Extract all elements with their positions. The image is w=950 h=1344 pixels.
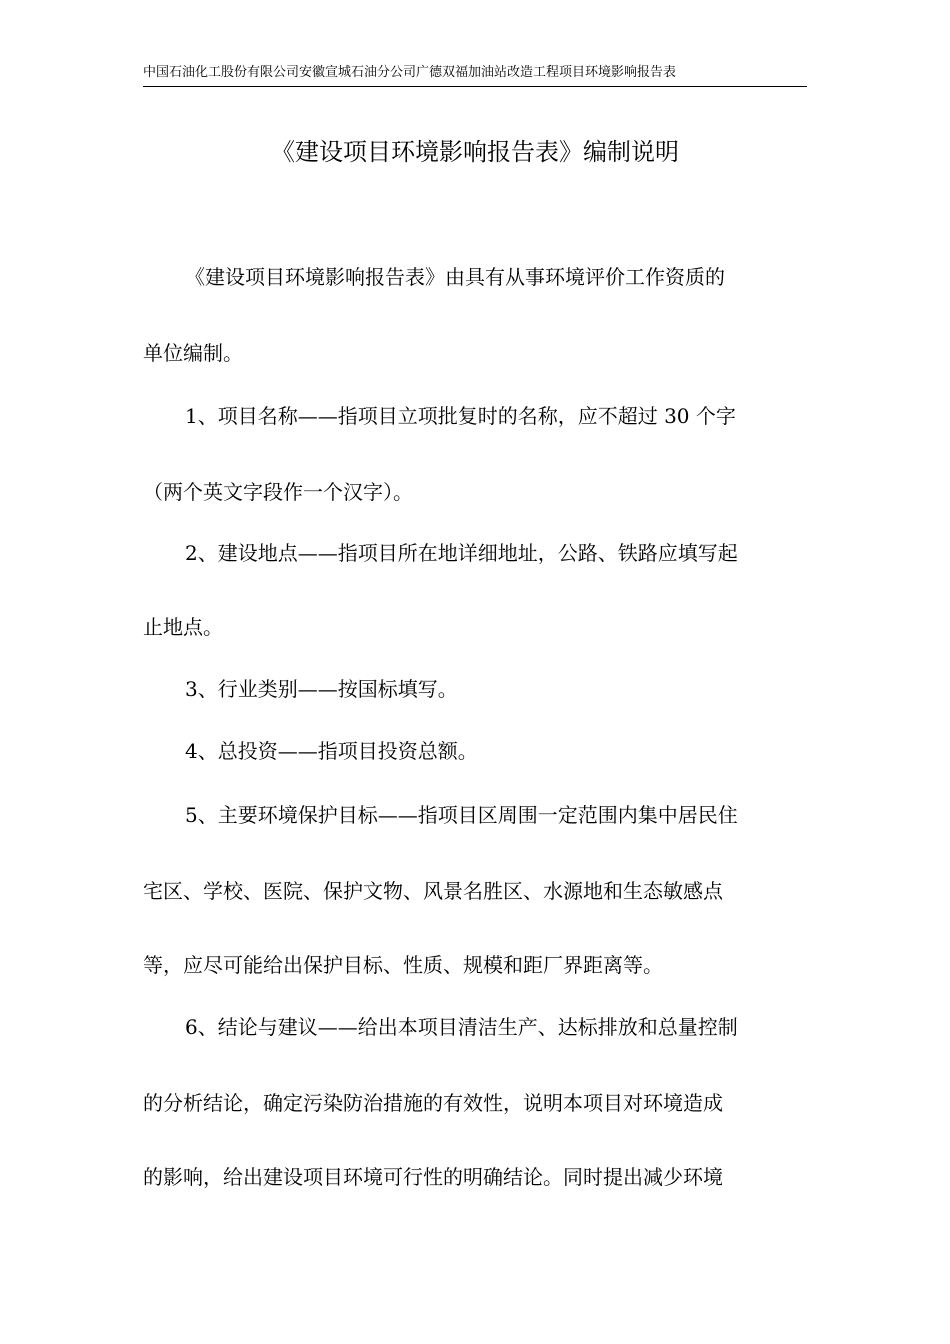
body-line: 止地点。 [143,615,223,639]
body-line: 的影响，给出建设项目环境可行性的明确结论。同时提出减少环境 [143,1165,723,1189]
body-line: 5、主要环境保护目标——指项目区周围一定范围内集中居民住 [185,803,738,827]
body-line: 6、结论与建议——给出本项目清洁生产、达标排放和总量控制 [185,1015,738,1039]
body-line: 1、项目名称——指项目立项批复时的名称，应不超过 30 个字 [185,404,736,428]
body-line: 2、建设地点——指项目所在地详细地址，公路、铁路应填写起 [185,541,738,565]
body-line: （两个英文字段作一个汉字）。 [143,480,413,504]
body-line: 4、总投资——指项目投资总额。 [185,739,478,763]
running-header: 中国石油化工股份有限公司安徽宣城石油分公司广德双福加油站改造工程项目环境影响报告表 [143,64,807,87]
body-line: 单位编制。 [143,341,243,365]
body-line: 等，应尽可能给出保护目标、性质、规模和距厂界距离等。 [143,953,663,977]
body-line: 3、行业类别——按国标填写。 [185,677,458,701]
document-title: 《建设项目环境影响报告表》编制说明 [271,138,679,166]
body-line: 宅区、学校、医院、保护文物、风景名胜区、水源地和生态敏感点 [143,879,723,903]
body-line: 的分析结论，确定污染防治措施的有效性，说明本项目对环境造成 [143,1091,723,1115]
body-line: 《建设项目环境影响报告表》由具有从事环境评价工作资质的 [185,265,725,289]
